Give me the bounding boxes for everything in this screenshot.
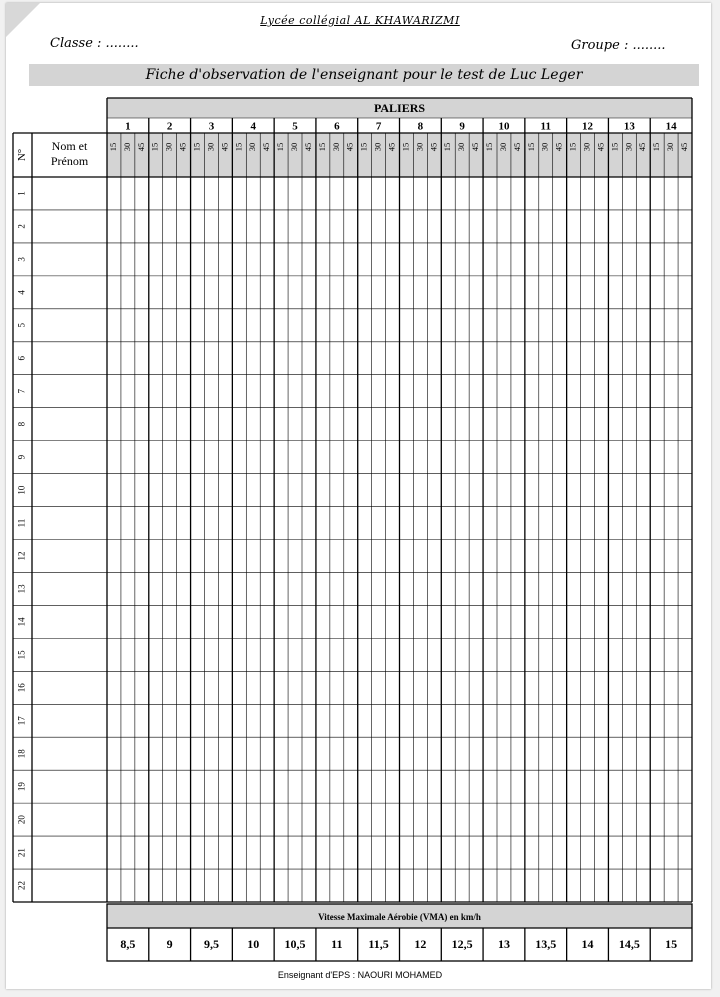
row-number: 1: [16, 191, 27, 196]
row-number: 22: [16, 881, 27, 891]
interval-label: 15: [275, 142, 286, 152]
interval-label: 30: [456, 142, 467, 152]
palier-number: 2: [166, 120, 173, 133]
row-number: 18: [16, 749, 27, 759]
interval-label: 15: [567, 142, 578, 152]
interval-label: 15: [609, 142, 620, 152]
teacher-footer: Enseignant d'EPS : NAOURI MOHAMED: [277, 970, 443, 980]
palier-number: 13: [623, 120, 635, 133]
name-column-header: Nom et: [51, 139, 88, 153]
vma-value: 8,5: [120, 937, 136, 951]
vma-value: 11: [331, 937, 343, 951]
vma-value: 14,5: [618, 937, 640, 951]
palier-number: 11: [540, 120, 551, 133]
interval-label: 30: [121, 142, 132, 152]
interval-label: 45: [637, 142, 648, 152]
row-number: 20: [16, 815, 27, 825]
interval-label: 15: [191, 142, 202, 152]
interval-label: 15: [358, 142, 369, 152]
vma-value: 12: [414, 937, 427, 951]
interval-label: 30: [539, 142, 550, 152]
row-number: 2: [16, 224, 27, 229]
row-number: 21: [16, 848, 27, 858]
interval-label: 15: [400, 142, 411, 152]
row-number: 7: [16, 388, 27, 394]
vma-value: 9,5: [203, 937, 219, 951]
interval-label: 30: [581, 142, 592, 152]
interval-label: 30: [205, 142, 216, 152]
interval-label: 30: [247, 142, 258, 152]
row-number: 14: [16, 617, 27, 627]
vma-value: 13: [497, 937, 510, 951]
interval-label: 45: [177, 142, 188, 152]
palier-number: 4: [250, 120, 256, 133]
classe-field: Classe : ........: [50, 36, 139, 51]
row-number: 11: [16, 518, 27, 528]
row-number: 16: [16, 683, 27, 693]
interval-label: 45: [553, 142, 564, 152]
interval-label: 30: [623, 142, 634, 152]
name-column-header: Prénom: [50, 154, 89, 168]
palier-number: 12: [582, 120, 594, 133]
row-number: 5: [16, 323, 27, 328]
interval-label: 45: [511, 142, 522, 152]
row-number: 12: [16, 551, 27, 561]
row-number: 9: [16, 454, 27, 460]
palier-number: 5: [292, 120, 298, 133]
palier-number: 6: [334, 120, 340, 133]
interval-label: 45: [219, 142, 230, 152]
interval-label: 15: [525, 142, 536, 152]
row-number: 8: [16, 421, 27, 427]
interval-label: 15: [107, 142, 118, 152]
interval-label: 15: [651, 142, 662, 152]
groupe-field: Groupe : ........: [571, 38, 666, 53]
interval-label: 30: [414, 142, 425, 152]
interval-label: 30: [163, 142, 174, 152]
vma-value: 11,5: [368, 937, 389, 951]
palier-number: 14: [665, 120, 677, 133]
interval-label: 45: [302, 142, 313, 152]
number-column-header: N°: [16, 148, 29, 162]
paliers-title: PALIERS: [373, 101, 426, 115]
vma-value: 9: [166, 937, 173, 951]
palier-number: 7: [375, 120, 382, 133]
interval-label: 45: [595, 142, 606, 152]
vma-value: 14: [581, 937, 594, 951]
row-number: 6: [16, 356, 27, 361]
interval-label: 15: [442, 142, 453, 152]
row-number: 19: [16, 782, 27, 792]
palier-number: 8: [417, 120, 424, 133]
sheet-title: Fiche d'observation de l'enseignant pour le test de Luc Leger: [29, 64, 699, 86]
interval-label: 45: [428, 142, 439, 152]
interval-label: 15: [233, 142, 244, 152]
row-number: 17: [16, 716, 27, 726]
vma-value: 10,5: [284, 937, 306, 951]
palier-number: 1: [125, 120, 131, 133]
interval-label: 45: [386, 142, 397, 152]
interval-label: 15: [149, 142, 160, 152]
interval-label: 30: [330, 142, 341, 152]
school-name: Lycée collégial AL KHAWARIZMI: [260, 14, 460, 27]
row-number: 10: [16, 485, 27, 495]
interval-label: 30: [497, 142, 508, 152]
interval-label: 30: [665, 142, 676, 152]
vma-value: 12,5: [451, 937, 473, 951]
vma-value: 10: [247, 937, 260, 951]
palier-number: 3: [208, 120, 215, 133]
interval-label: 15: [316, 142, 327, 152]
interval-label: 45: [261, 142, 272, 152]
vma-title: Vitesse Maximale Aérobie (VMA) en km/h: [318, 912, 481, 922]
palier-number: 9: [459, 120, 465, 133]
interval-label: 30: [288, 142, 299, 152]
vma-value: 15: [665, 937, 678, 951]
row-number: 13: [16, 584, 27, 594]
interval-label: 45: [470, 142, 481, 152]
interval-label: 45: [678, 142, 689, 152]
interval-label: 45: [135, 142, 146, 152]
interval-label: 45: [344, 142, 355, 152]
palier-number: 10: [498, 120, 510, 133]
interval-label: 15: [483, 142, 494, 152]
interval-label: 30: [372, 142, 383, 152]
row-number: 4: [16, 290, 27, 295]
vma-value: 13,5: [535, 937, 557, 951]
row-number: 15: [16, 650, 27, 660]
row-number: 3: [16, 257, 27, 262]
